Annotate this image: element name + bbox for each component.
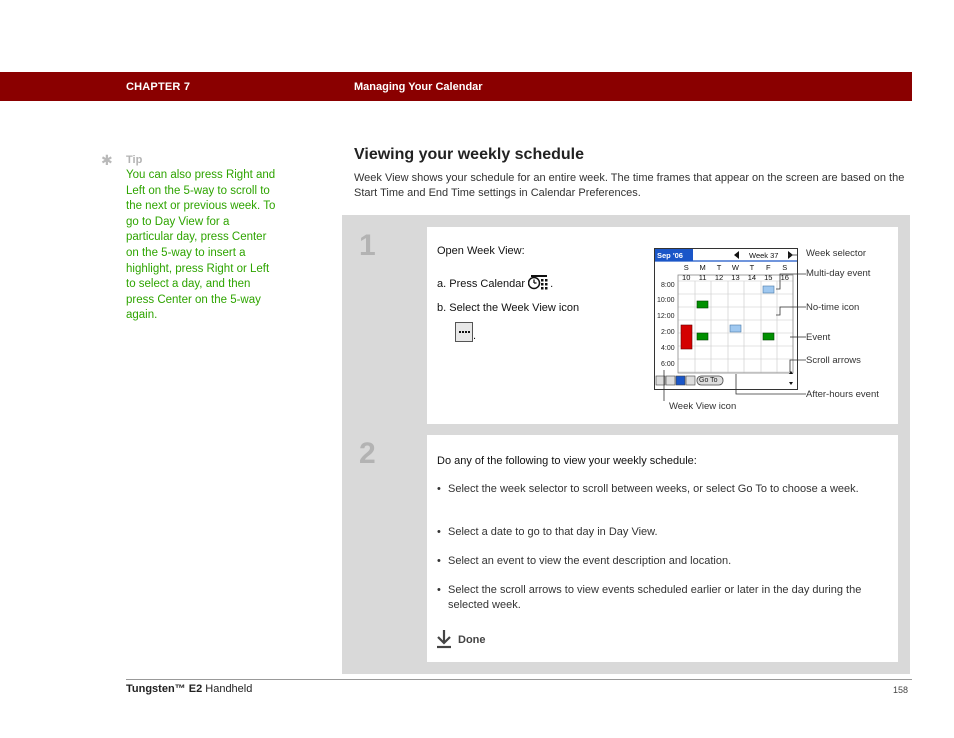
- bullet-item: Select the week selector to scroll between weeks, or select Go To to choose a week.: [448, 483, 859, 495]
- footer-product: [126, 683, 252, 695]
- cal-day: M: [699, 263, 706, 272]
- chapter-header-bar: [0, 72, 912, 101]
- intro-paragraph: Week View shows your schedule for an entire week. The time frames that appear on the screen are based on the Start Time and End Time settings in Calendar Preferences.: [354, 172, 905, 199]
- bullet-dot: •: [437, 584, 441, 596]
- cal-day: S: [683, 263, 689, 272]
- cal-day: W: [731, 263, 740, 272]
- step-1-b-end: .: [473, 330, 477, 342]
- cal-date: 15: [764, 273, 773, 282]
- cal-time: 8:00: [661, 282, 675, 289]
- cal-day: S: [782, 263, 788, 272]
- cal-date: 10: [682, 273, 691, 282]
- cal-week-selector: Week 37: [749, 251, 779, 260]
- step-2-lead: Do any of the following to view your weekly schedule:: [437, 455, 697, 467]
- bullet-dot: •: [437, 483, 441, 495]
- week-view-icon: [455, 322, 473, 342]
- cal-date: 13: [731, 273, 740, 282]
- callout-week-view-icon: Week View icon: [669, 401, 737, 412]
- footer-product-suffix: Handheld: [202, 683, 253, 695]
- cal-date: 14: [747, 273, 757, 282]
- callout-after-hours-event: After-hours event: [806, 389, 879, 400]
- step-2-panel: [427, 435, 898, 662]
- cal-day: F: [766, 263, 771, 272]
- bullet-dot: •: [437, 526, 441, 538]
- step-1-lead: Open Week View:: [437, 245, 525, 257]
- step-1-a: [437, 274, 553, 290]
- cal-day: T: [749, 263, 755, 272]
- footer-divider: [126, 679, 912, 680]
- step-1-a-end: .: [550, 278, 554, 290]
- cal-time: 10:00: [657, 297, 675, 304]
- callout-event: Event: [806, 332, 831, 343]
- bullet-item: Select an event to view the event description and location.: [448, 555, 732, 567]
- callout-multi-day-event: Multi-day event: [806, 268, 871, 279]
- cal-time: 12:00: [657, 313, 675, 320]
- tip-label: Tip: [126, 154, 143, 166]
- cal-time: 6:00: [661, 361, 675, 368]
- section-title: Managing Your Calendar: [354, 81, 483, 93]
- step-1-a-text: a. Press Calendar: [437, 278, 526, 290]
- page-heading: Viewing your weekly schedule: [354, 146, 585, 163]
- tip-text: You can also press Right and Left on the 5-way to scroll to the next or previous week. To go to Day View for a particular day, press Center on the 5-way to insert a highlight, press Right or Left to select a day, and then press Center on the 5-way again.: [126, 169, 276, 322]
- bullet-dot: •: [437, 555, 441, 567]
- cal-time: 2:00: [661, 329, 675, 336]
- footer-product-name: Tungsten™ E2: [126, 683, 203, 695]
- bullet-item: Select the scroll arrows to view events scheduled earlier or later in the day during the selected week.: [448, 584, 862, 611]
- cal-goto-button: Go To: [699, 377, 718, 384]
- bullet-item: Select a date to go to that day in Day View.: [448, 526, 658, 538]
- callout-week-selector: Week selector: [806, 248, 867, 259]
- cal-day: T: [716, 263, 722, 272]
- callout-no-time-icon: No-time icon: [806, 302, 860, 313]
- step-1-number: 1: [359, 229, 376, 262]
- cal-date: 12: [714, 273, 724, 282]
- calendar-button-icon: [528, 274, 550, 290]
- step-1-b: b. Select the Week View icon: [437, 302, 580, 314]
- cal-month-label: Sep '06: [657, 251, 683, 260]
- cal-date: 11: [698, 273, 707, 282]
- done-label: Done: [458, 634, 486, 646]
- page-number: 158: [893, 685, 909, 695]
- callout-scroll-arrows: Scroll arrows: [806, 355, 861, 366]
- cal-time: 4:00: [661, 345, 675, 352]
- callout-lines: [640, 240, 820, 410]
- tip-star-icon: ✱: [101, 152, 113, 168]
- done-arrow-icon: [436, 629, 452, 649]
- chapter-label: CHAPTER 7: [126, 81, 191, 93]
- cal-date: 16: [780, 273, 789, 282]
- step-2-number: 2: [359, 437, 376, 470]
